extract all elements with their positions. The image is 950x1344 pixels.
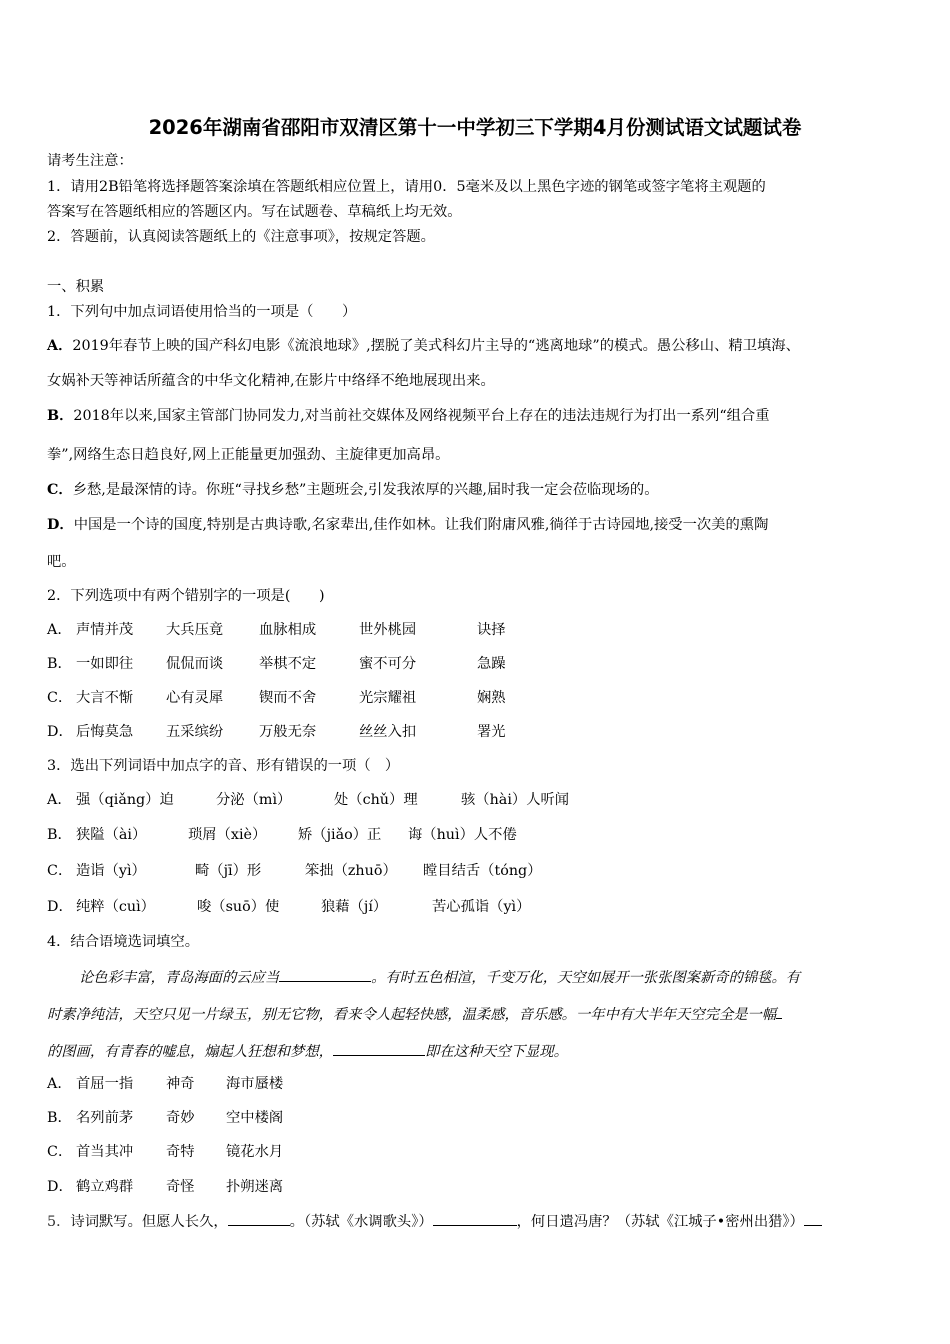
q3-word: 唆（suō）使: [197, 899, 280, 915]
fill-blank-1[interactable]: [228, 1211, 290, 1226]
q2-word: 光宗耀祖: [359, 690, 417, 706]
passage-text: 的图画，有青春的嘘息，煽起人狂想和梦想，: [47, 1044, 333, 1060]
option-text: 2018年以来,国家主管部门协同发力,对当前社交媒体及网络视频平台上存在的违法违规行为打出一系列“组合重: [73, 408, 770, 424]
question-2-stem: 2．下列选项中有两个错别字的一项是( ): [47, 588, 325, 604]
q2-word: 娴熟: [477, 690, 506, 706]
q4-option-label: B．: [47, 1110, 72, 1126]
q2-word: 侃侃而谈: [166, 656, 224, 672]
q4-word: 鹤立鸡群: [76, 1179, 134, 1195]
q4-option-label: C．: [47, 1144, 73, 1160]
q3-word: 纯粹（cuì）: [76, 899, 155, 915]
q4-word: 扑朔迷离: [226, 1179, 284, 1195]
passage-text: 即在这种天空下显现。: [424, 1044, 568, 1060]
question-text: ，何日遣冯唐？（苏轼《江城子•密州出猎》）: [516, 1214, 804, 1230]
q2-word: 急躁: [477, 656, 506, 672]
question-1-option-b: [47, 406, 770, 426]
q4-word: 海市蜃楼: [226, 1076, 284, 1092]
q2-word: 锲而不舍: [259, 690, 317, 706]
q4-word: 名列前茅: [76, 1110, 134, 1126]
passage-text: 。有时五色相渲，千变万化，天空如展开一张张图案新奇的锦毯。有: [371, 970, 801, 986]
q2-word: 大言不惭: [76, 690, 134, 706]
q2-word: 五采缤纷: [166, 724, 224, 740]
fill-blank-1[interactable]: [279, 967, 371, 982]
question-1-option-b-cont: 拳”,网络生态日趋良好,网上正能量更加强劲、主旋律更加高昂。: [47, 447, 450, 463]
question-text: 诗词默写。但愿人长久，: [70, 1214, 228, 1230]
q2-word: 血脉相成: [259, 622, 317, 638]
q2-word: 署光: [477, 724, 506, 740]
q2-word: 心有灵犀: [166, 690, 224, 706]
question-4-stem: 4．结合语境选词填空。: [47, 934, 200, 950]
fill-blank-2[interactable]: [433, 1211, 517, 1226]
q3-option-label: A．: [47, 792, 72, 808]
q4-option-label: D．: [47, 1179, 73, 1195]
question-4-passage-line-3: [47, 1041, 568, 1062]
q3-word: 琐屑（xiè）: [188, 827, 267, 843]
option-label: B．: [47, 408, 74, 424]
q4-word: 首当其冲: [76, 1144, 134, 1160]
q3-word: 瞠目结舌（tóng）: [423, 863, 542, 879]
option-label: C．: [47, 482, 73, 498]
q3-word: 处（chǔ）理: [334, 792, 418, 808]
q2-word: 声情并茂: [76, 622, 134, 638]
question-1-stem: 1．下列句中加点词语使用恰当的一项是（ ）: [47, 304, 357, 320]
q4-word: 首屈一指: [76, 1076, 134, 1092]
passage-text: 时素净纯洁，天空只见一片绿玉，别无它物，看来令人起轻快感，温柔感，音乐感。一年中有大半年天空完全是一幅: [47, 1007, 777, 1023]
q3-word: 狭隘（ài）: [76, 827, 147, 843]
q4-word: 空中楼阁: [226, 1110, 284, 1126]
question-4-passage-line-2: [47, 1004, 782, 1025]
q4-word: 奇怪: [166, 1179, 195, 1195]
notice-heading: 请考生注意：: [47, 153, 133, 169]
q3-word: 造诣（yì）: [76, 863, 146, 879]
option-text: 乡愁,是最深情的诗。你班“寻找乡愁”主题班会,引发我浓厚的兴趣,届时我一定会莅临现场的。: [72, 482, 659, 498]
q4-option-label: A．: [47, 1076, 72, 1092]
q3-word: 笨拙（zhuō）: [305, 863, 397, 879]
q2-word: 蜜不可分: [359, 656, 417, 672]
q3-word: 强（qiǎng）迫: [76, 792, 174, 808]
q3-option-label: D．: [47, 899, 73, 915]
question-1-option-a-cont: 女娲补天等神话所蕴含的中华文化精神,在影片中络绎不绝地展现出来。: [47, 373, 495, 389]
question-number: 5．: [47, 1214, 71, 1230]
q3-word: 苦心孤诣（yì）: [432, 899, 531, 915]
question-1-option-c: [47, 480, 659, 500]
q2-word: 一如即往: [76, 656, 134, 672]
q4-word: 奇特: [166, 1144, 195, 1160]
q3-option-label: B．: [47, 827, 72, 843]
page-title: 2026年湖南省邵阳市双清区第十一中学初三下学期4月份测试语文试题试卷: [148, 116, 802, 139]
q3-word: 矫（jiǎo）正: [298, 827, 382, 843]
fill-blank-2[interactable]: [776, 1004, 782, 1019]
notice-line-2: 答案写在答题纸相应的答题区内。写在试题卷、草稿纸上均无效。: [47, 204, 462, 220]
question-1-option-d: [47, 515, 768, 535]
question-1-option-d-cont: 吧。: [47, 554, 76, 570]
q2-word: 万般无奈: [259, 724, 317, 740]
q3-word: 畸（jī）形: [195, 863, 262, 879]
option-text: 2019年春节上映的国产科幻电影《流浪地球》,摆脱了美式科幻片主导的“逃离地球”的模式。愚公移山、精卫填海、: [72, 338, 800, 354]
question-5: [47, 1211, 822, 1232]
fill-blank-3[interactable]: [804, 1211, 822, 1226]
q3-word: 骇（hài）人听闻: [461, 792, 570, 808]
q4-word: 奇妙: [166, 1110, 195, 1126]
q3-word: 诲（huì）人不倦: [408, 827, 517, 843]
q2-word: 丝丝入扣: [359, 724, 417, 740]
notice-line-1: 1．请用2B铅笔将选择题答案涂填在答题纸相应位置上，请用0．5毫米及以上黑色字迹的钢笔或签字笔将主观题的: [47, 179, 766, 195]
q2-option-label: C．: [47, 690, 73, 706]
option-label: D．: [47, 517, 74, 533]
option-label: A．: [47, 338, 73, 354]
q2-option-label: D．: [47, 724, 73, 740]
q2-option-label: B．: [47, 656, 72, 672]
q4-word: 神奇: [166, 1076, 195, 1092]
q3-word: 分泌（mì）: [216, 792, 292, 808]
question-4-passage-line-1: [79, 967, 800, 988]
q2-word: 世外桃园: [359, 622, 417, 638]
notice-line-3: 2．答题前，认真阅读答题纸上的《注意事项》，按规定答题。: [47, 229, 435, 245]
q2-word: 诀择: [477, 622, 506, 638]
passage-text: 论色彩丰富，青岛海面的云应当: [79, 970, 280, 986]
option-text: 中国是一个诗的国度,特别是古典诗歌,名家辈出,佳作如林。让我们附庸风雅,徜徉于古诗园地,接受一次美的熏陶: [73, 517, 769, 533]
q2-word: 后悔莫急: [76, 724, 134, 740]
q4-word: 镜花水月: [226, 1144, 284, 1160]
q2-word: 举棋不定: [259, 656, 317, 672]
q3-word: 狼藉（jí）: [321, 899, 388, 915]
q2-option-label: A．: [47, 622, 72, 638]
question-1-option-a: [47, 336, 800, 356]
q3-option-label: C．: [47, 863, 73, 879]
section-heading: 一、积累: [47, 279, 105, 295]
question-3-stem: 3．选出下列词语中加点字的音、形有错误的一项（ ）: [47, 758, 400, 774]
fill-blank-3[interactable]: [333, 1041, 425, 1056]
q2-word: 大兵压竟: [166, 622, 224, 638]
question-text: 。（苏轼《水调歌头》）: [289, 1214, 433, 1230]
